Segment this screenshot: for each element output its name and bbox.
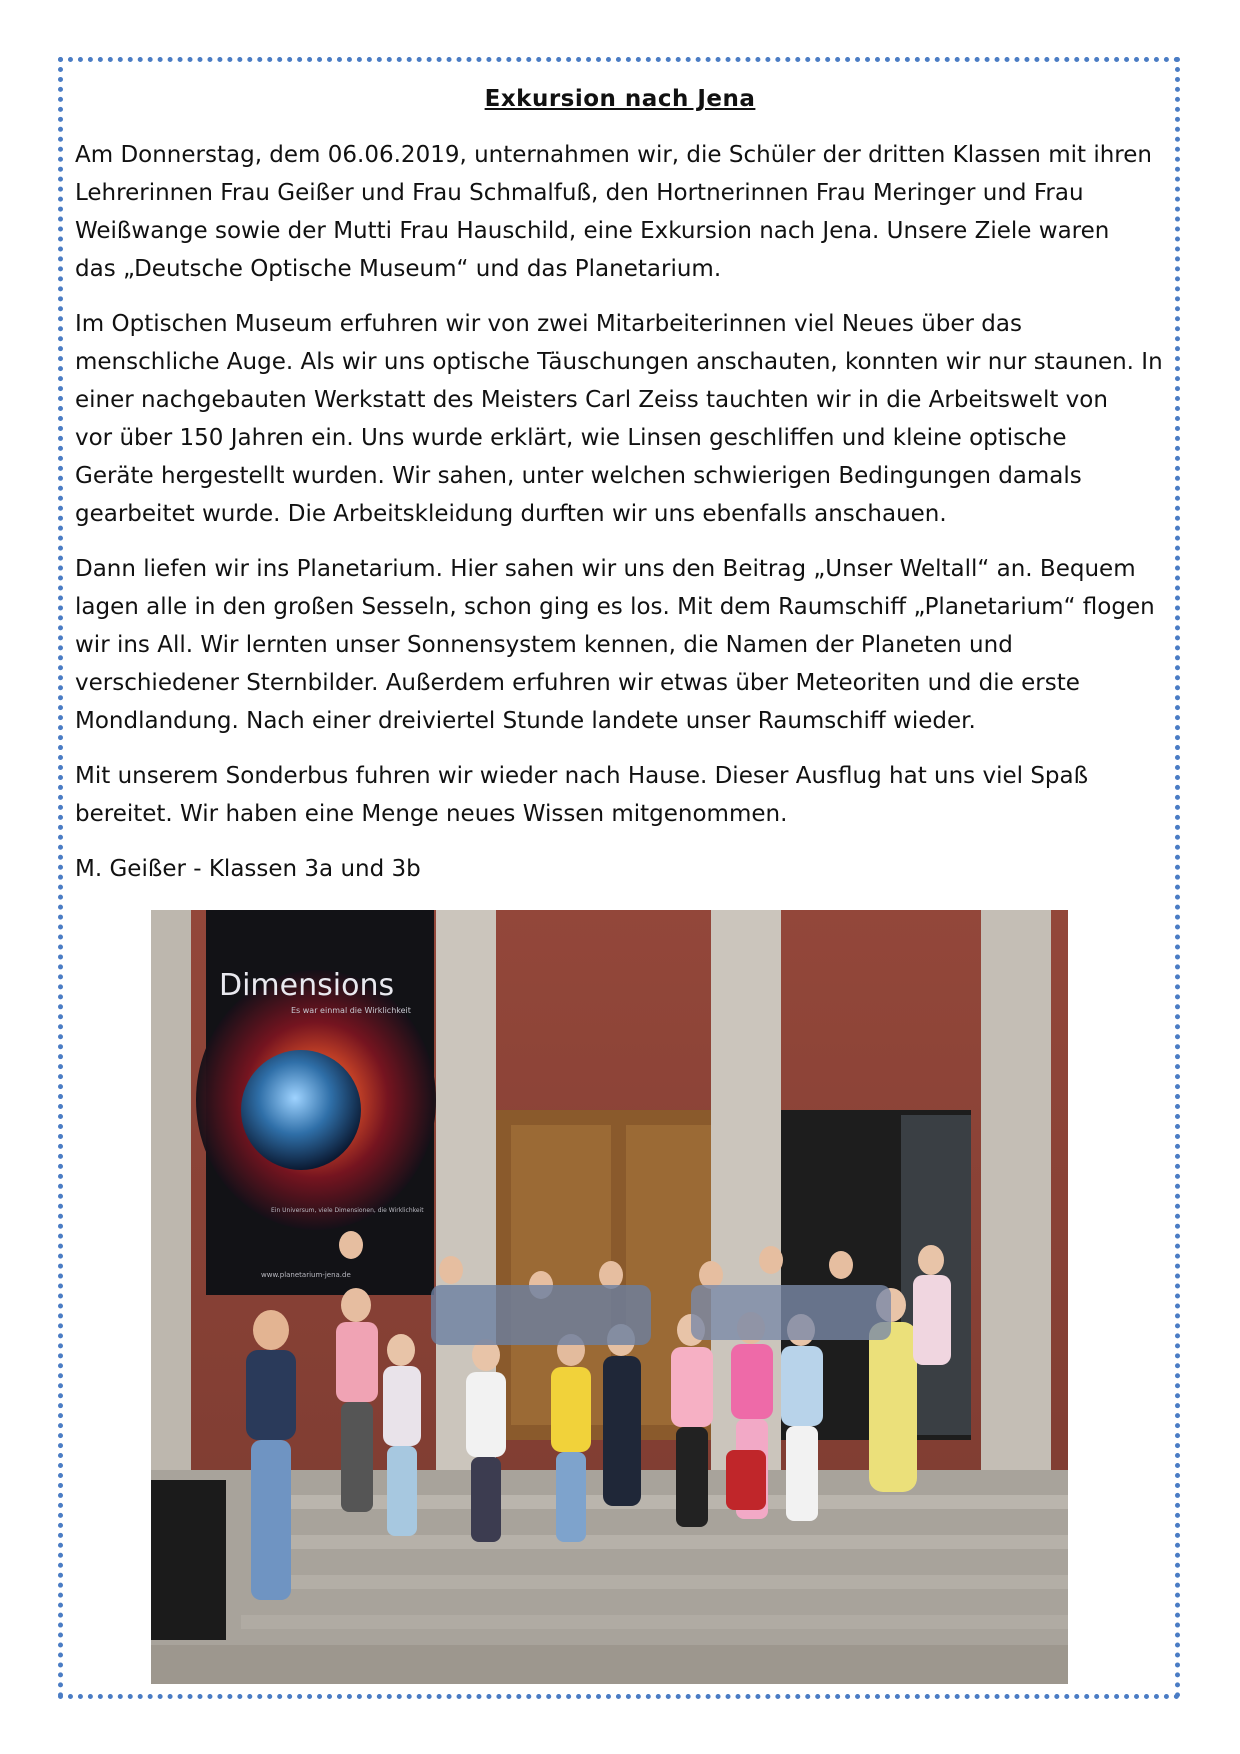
- banner-url: www.planetarium-jena.de: [261, 1271, 351, 1279]
- text-line: Weißwange sowie der Mutti Frau Hauschild, eine Exkursion nach Jena. Unsere Ziele waren: [75, 218, 1110, 244]
- text-line: das „Deutsche Optische Museum“ und das Planetarium.: [75, 256, 722, 282]
- group-photo: [151, 910, 1068, 1684]
- banner-tagline: Ein Universum, viele Dimensionen, die Wirklichkeit: [271, 1207, 424, 1214]
- text-line: einer nachgebauten Werkstatt des Meisters Carl Zeiss tauchten wir in die Arbeitswelt von: [75, 387, 1108, 413]
- page-title: Exkursion nach Jena: [484, 86, 756, 112]
- article-body: [75, 136, 1170, 905]
- text-line: Mondlandung. Nach einer dreiviertel Stunde landete unser Raumschiff wieder.: [75, 708, 976, 734]
- text-line: Geräte hergestellt wurden. Wir sahen, unter welchen schwierigen Bedingungen damals: [75, 463, 1082, 489]
- paragraph: [75, 136, 1170, 288]
- text-line: vor über 150 Jahren ein. Uns wurde erklärt, wie Linsen geschliffen und kleine optische: [75, 425, 1067, 451]
- text-line: Lehrerinnen Frau Geißer und Frau Schmalfuß, den Hortnerinnen Frau Meringer und Frau: [75, 180, 1084, 206]
- text-line: gearbeitet wurde. Die Arbeitskleidung durften wir uns ebenfalls anschauen.: [75, 501, 947, 527]
- text-line: Am Donnerstag, dem 06.06.2019, unternahmen wir, die Schüler der dritten Klassen mit ihren: [75, 142, 1152, 168]
- text-line: Im Optischen Museum erfuhren wir von zwei Mitarbeiterinnen viel Neues über das: [75, 311, 1022, 337]
- text-line: verschiedener Sternbilder. Außerdem erfuhren wir etwas über Meteoriten und die erste: [75, 670, 1080, 696]
- banner-subtitle: Es war einmal die Wirklichkeit: [291, 1006, 411, 1015]
- text-line: Mit unserem Sonderbus fuhren wir wieder nach Hause. Dieser Ausflug hat uns viel Spaß: [75, 763, 1089, 789]
- paragraph: [75, 550, 1170, 740]
- banner-title: Dimensions: [219, 968, 395, 1003]
- paragraph: [75, 757, 1170, 833]
- text-line: wir ins All. Wir lernten unser Sonnensystem kennen, die Namen der Planeten und: [75, 632, 1013, 658]
- text-line: lagen alle in den großen Sesseln, schon ging es los. Mit dem Raumschiff „Planetarium“ flogen: [75, 594, 1155, 620]
- author-signature: [75, 850, 1170, 888]
- paragraph: [75, 305, 1170, 533]
- text-line: menschliche Auge. Als wir uns optische Täuschungen anschauten, konnten wir nur staunen. In: [75, 349, 1163, 375]
- text-line: M. Geißer - Klassen 3a und 3b: [75, 856, 421, 882]
- text-line: bereitet. Wir haben eine Menge neues Wissen mitgenommen.: [75, 801, 788, 827]
- text-line: Dann liefen wir ins Planetarium. Hier sahen wir uns den Beitrag „Unser Weltall“ an. Bequem: [75, 556, 1136, 582]
